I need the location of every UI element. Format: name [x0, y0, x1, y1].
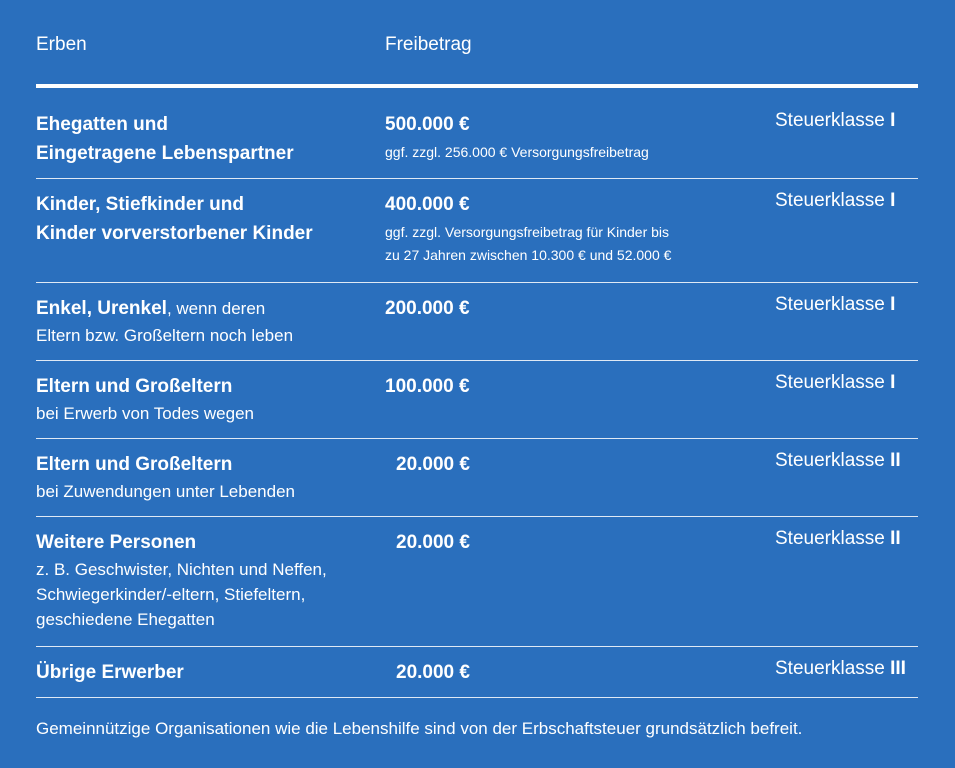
tax-class-numeral: I — [890, 190, 896, 211]
tax-class-numeral: II — [890, 528, 901, 549]
heir-subtitle: Eltern bzw. Großeltern noch leben — [36, 326, 294, 345]
heir-title: Übrige Erwerber — [36, 662, 184, 683]
header-divider — [36, 84, 918, 88]
allowance-amount: 20.000 € — [396, 454, 470, 475]
allowance-note: ggf. zzgl. Versorgungsfreibetrag für Kinder bis — [385, 224, 670, 240]
tax-class — [775, 658, 925, 680]
heir-title-line — [36, 294, 376, 323]
header-erben: Erben — [36, 34, 87, 55]
table-row-eltern-todes — [36, 372, 918, 439]
table-row-uebrige — [36, 658, 918, 698]
tax-class — [775, 450, 925, 472]
table-row-kinder — [36, 190, 918, 283]
allowance-amount: 200.000 € — [385, 298, 470, 319]
tax-class-label: Steuerklasse — [775, 372, 885, 393]
tax-class — [775, 190, 925, 212]
tax-class-label: Steuerklasse — [775, 450, 885, 471]
tax-class-label: Steuerklasse — [775, 528, 885, 549]
table-row-weitere — [36, 528, 918, 647]
allowance-note: ggf. zzgl. 256.000 € Versorgungsfreibetrag — [385, 144, 649, 160]
heir-title-line: Kinder vorverstorbener Kinder — [36, 223, 313, 244]
allowance-amount: 500.000 € — [385, 114, 470, 135]
heir-subtitle: geschiedene Ehegatten — [36, 610, 215, 629]
heir-subtitle: bei Zuwendungen unter Lebenden — [36, 482, 295, 501]
heir-subtitle: bei Erwerb von Todes wegen — [36, 404, 254, 423]
tax-class-numeral: II — [890, 450, 901, 471]
heir-title: Eltern und Großeltern — [36, 376, 233, 397]
heir-title-line: Ehegatten und — [36, 114, 168, 135]
footer-note: Gemeinnützige Organisationen wie die Lebenshilfe sind von der Erbschaftsteuer grundsätzlich befreit. — [36, 719, 803, 738]
tax-class — [775, 110, 925, 132]
tax-class-label: Steuerklasse — [775, 294, 885, 315]
heir-title: Eltern und Großeltern — [36, 454, 233, 475]
tax-class-numeral: I — [890, 372, 896, 393]
tax-class-label: Steuerklasse — [775, 110, 885, 131]
tax-class — [775, 294, 925, 316]
header-freibetrag: Freibetrag — [385, 34, 472, 55]
table-row-enkel — [36, 294, 918, 361]
tax-class-numeral: I — [890, 294, 896, 315]
table-row-ehegatten — [36, 110, 918, 179]
heir-title: Enkel, Urenkel — [36, 298, 167, 319]
allowance-amount: 20.000 € — [396, 662, 470, 683]
allowance-amount: 400.000 € — [385, 194, 470, 215]
allowance-amount: 20.000 € — [396, 532, 470, 553]
allowance-note: zu 27 Jahren zwischen 10.300 € und 52.000 € — [385, 247, 672, 263]
tax-class-numeral: I — [890, 110, 896, 131]
tax-class-label: Steuerklasse — [775, 658, 885, 679]
allowance-amount: 100.000 € — [385, 376, 470, 397]
table-row-eltern-lebenden — [36, 450, 918, 517]
heir-title-line: Kinder, Stiefkinder und — [36, 194, 244, 215]
table-header — [36, 34, 916, 64]
heir-title: Weitere Personen — [36, 532, 197, 553]
heir-title-suffix: , wenn deren — [166, 299, 266, 318]
tax-class-label: Steuerklasse — [775, 190, 885, 211]
heir-subtitle: z. B. Geschwister, Nichten und Neffen, — [36, 560, 327, 579]
tax-class-numeral: III — [890, 658, 906, 679]
tax-class — [775, 372, 925, 394]
tax-class — [775, 528, 925, 550]
heir-title-line: Eingetragene Lebenspartner — [36, 143, 294, 164]
heir-subtitle: Schwiegerkinder/-eltern, Stiefeltern, — [36, 585, 306, 604]
